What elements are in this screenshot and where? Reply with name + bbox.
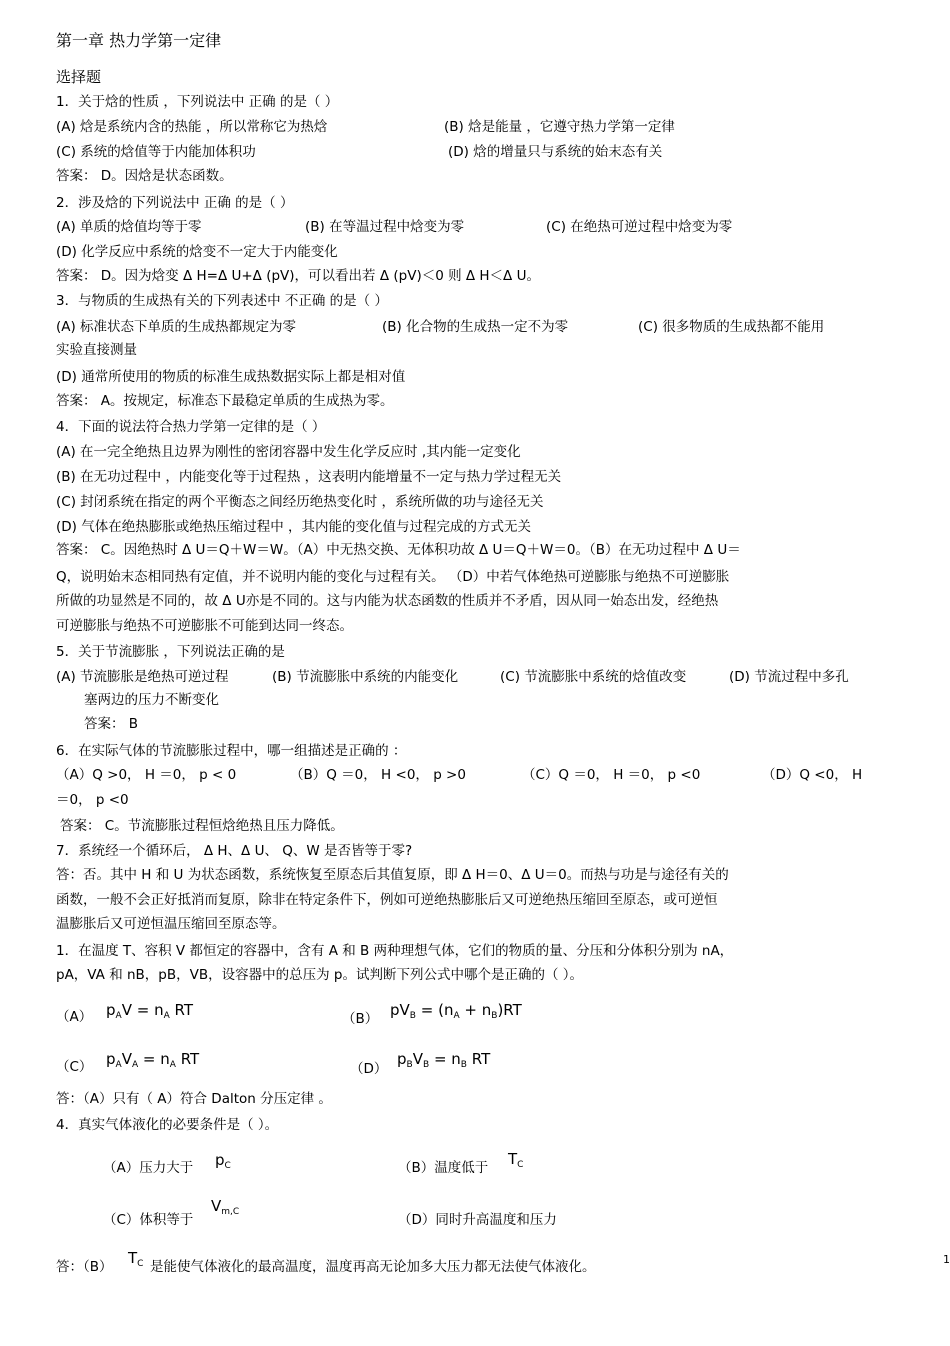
q2-option-c: (C) 在绝热可逆过程中焓变为零 bbox=[546, 219, 733, 235]
q8-question-line-1: 1．在温度 T、容积 V 都恒定的容器中，含有 A 和 B 两种理想气体，它们的物质的量、分压和分体积分别为 nA， bbox=[56, 943, 734, 959]
q1-question: 1．关于焓的性质 ，下列说法中 正确 的是（ ） bbox=[56, 94, 339, 110]
q5-option-d: (D) 节流过程中多孔 bbox=[729, 669, 849, 685]
q5-answer: 答案： B bbox=[84, 716, 139, 732]
q9-option-a: （A）压力大于 bbox=[103, 1160, 194, 1176]
q8-option-d-label: （D） bbox=[350, 1061, 388, 1077]
q8-option-c-label: （C） bbox=[56, 1059, 93, 1075]
q9-formula-tc: $T_C$ bbox=[508, 1150, 524, 1170]
q5-option-d-cont: 塞两边的压力不断变化 bbox=[84, 692, 219, 708]
q4-option-a: (A) 在一完全绝热且边界为刚性的密闭容器中发生化学反应时 ,其内能一定变化 bbox=[56, 444, 521, 460]
q3-option-c: (C) 很多物质的生成热都不能用 bbox=[638, 319, 825, 335]
q4-answer-line-3: 所做的功显然是不同的，故 Δ U亦是不同的。这与内能为状态函数的性质并不矛盾，因从同一始态出发，经绝热 bbox=[56, 593, 719, 609]
q9-answer-label: 答：（B） bbox=[56, 1259, 113, 1275]
q9-answer-formula-tc: $T_C$ bbox=[128, 1249, 144, 1269]
q7-answer-line-1: 答：否。其中 H 和 U 为状态函数，系统恢复至原态后其值复原，即 Δ H＝0、Δ U＝0。而热与功是与途径有关的 bbox=[56, 867, 729, 883]
q3-answer: 答案： A。按规定，标准态下最稳定单质的生成热为零。 bbox=[56, 393, 394, 409]
q3-question: 3．与物质的生成热有关的下列表述中 不正确 的是（ ） bbox=[56, 293, 388, 309]
q6-option-a: （A）Q >0， H ＝0， p < 0 bbox=[56, 767, 237, 783]
q5-question: 5．关于节流膨胀 ，下列说法正确的是 bbox=[56, 644, 285, 660]
q9-option-b: （B）温度低于 bbox=[398, 1160, 489, 1176]
q9-question: 4．真实气体液化的必要条件是（ ）。 bbox=[56, 1117, 279, 1133]
q6-option-d-cont: ＝0， p <0 bbox=[56, 792, 129, 808]
section-title: 选择题 bbox=[56, 68, 102, 86]
q6-option-d: （D）Q <0， H bbox=[762, 767, 863, 783]
q6-question: 6．在实际气体的节流膨胀过程中，哪一组描述是正确的 ： bbox=[56, 743, 407, 759]
page-number: 1 bbox=[943, 1253, 950, 1266]
q9-option-c: （C）体积等于 bbox=[103, 1212, 194, 1228]
q4-answer-line-1: 答案： C。因绝热时 Δ U＝Q＋W＝W。（A）中无热交换、无体积功故 Δ U＝Q＋W＝0。（B）在无功过程中 Δ U＝ bbox=[56, 542, 741, 558]
q7-answer-line-2: 函数，一般不会正好抵消而复原，除非在特定条件下，例如可逆绝热膨胀后又可逆绝热压缩回至原态，或可逆恒 bbox=[56, 892, 718, 908]
q9-formula-vmc: $V_{m,C}$ bbox=[211, 1197, 240, 1217]
q9-answer-text: 是能使气体液化的最高温度，温度再高无论加多大压力都无法使气体液化。 bbox=[150, 1259, 596, 1275]
q7-answer-line-3: 温膨胀后又可逆恒温压缩回至原态等。 bbox=[56, 916, 286, 932]
q2-option-a: (A) 单质的焓值均等于零 bbox=[56, 219, 202, 235]
q5-option-a: (A) 节流膨胀是绝热可逆过程 bbox=[56, 669, 229, 685]
q2-option-b: (B) 在等温过程中焓变为零 bbox=[305, 219, 465, 235]
q4-option-c: (C) 封闭系统在指定的两个平衡态之间经历绝热变化时 ，系统所做的功与途径无关 bbox=[56, 494, 544, 510]
q8-answer: 答：（A）只有（ A）符合 Dalton 分压定律 。 bbox=[56, 1091, 332, 1107]
q2-question: 2．涉及焓的下列说法中 正确 的是（ ） bbox=[56, 195, 294, 211]
q8-formula-d: $p_BV_B = n_B$ RT bbox=[397, 1050, 491, 1070]
q1-option-d: (D) 焓的增量只与系统的始末态有关 bbox=[448, 144, 663, 160]
q9-option-d: （D）同时升高温度和压力 bbox=[398, 1212, 557, 1228]
q3-option-b: (B) 化合物的生成热一定不为零 bbox=[382, 319, 569, 335]
q3-option-a: (A) 标准状态下单质的生成热都规定为零 bbox=[56, 319, 297, 335]
q2-answer: 答案： D。因为焓变 Δ H=Δ U+Δ (pV)，可以看出若 Δ (pV)＜0 则 Δ H＜Δ U。 bbox=[56, 268, 540, 284]
q3-option-c-cont: 实验直接测量 bbox=[56, 342, 137, 358]
q4-answer-line-4: 可逆膨胀与绝热不可逆膨胀不可能到达同一终态。 bbox=[56, 618, 353, 634]
q1-option-c: (C) 系统的焓值等于内能加体积功 bbox=[56, 144, 256, 160]
q8-formula-a: $p_AV = n_A$ RT bbox=[106, 1001, 194, 1021]
q1-option-a: (A) 焓是系统内含的热能 ，所以常称它为热焓 bbox=[56, 119, 328, 135]
chapter-title: 第一章 热力学第一定律 bbox=[56, 31, 222, 50]
q4-option-d: (D) 气体在绝热膨胀或绝热压缩过程中 ，其内能的变化值与过程完成的方式无关 bbox=[56, 519, 532, 535]
q6-answer: 答案： C。节流膨胀过程恒焓绝热且压力降低。 bbox=[60, 818, 344, 834]
q1-answer: 答案： D。因焓是状态函数。 bbox=[56, 168, 233, 184]
q2-option-d: (D) 化学反应中系统的焓变不一定大于内能变化 bbox=[56, 244, 338, 260]
q3-option-d: (D) 通常所使用的物质的标准生成热数据实际上都是相对值 bbox=[56, 369, 406, 385]
q4-question: 4．下面的说法符合热力学第一定律的是（ ） bbox=[56, 419, 326, 435]
q1-option-b: (B) 焓是能量 ，它遵守热力学第一定律 bbox=[444, 119, 675, 135]
q7-question: 7．系统经一个循环后， Δ H、Δ U、 Q、W 是否皆等于零? bbox=[56, 843, 413, 859]
q5-option-c: (C) 节流膨胀中系统的焓值改变 bbox=[500, 669, 687, 685]
q8-formula-b: $pV_B = (n_A + n_B)RT$ bbox=[390, 1001, 522, 1021]
q8-question-line-2: pA，VA 和 nB，pB，VB，设容器中的总压为 p。试判断下列公式中哪个是正确的（ ）。 bbox=[56, 967, 584, 983]
q8-option-a-label: （A） bbox=[56, 1009, 93, 1025]
q4-answer-line-2: Q，说明始末态相同热有定值，并不说明内能的变化与过程有关。 （D）中若气体绝热可逆膨胀与绝热不可逆膨胀 bbox=[56, 569, 730, 585]
q6-option-b: （B）Q ＝0， H <0， p >0 bbox=[290, 767, 466, 783]
q9-formula-pc: $p_C$ bbox=[215, 1151, 231, 1171]
q8-formula-c: $p_AV_A = n_A$ RT bbox=[106, 1050, 200, 1070]
q5-option-b: (B) 节流膨胀中系统的内能变化 bbox=[272, 669, 459, 685]
q6-option-c: （C）Q ＝0， H ＝0， p <0 bbox=[522, 767, 701, 783]
q8-option-b-label: （B） bbox=[342, 1011, 379, 1027]
q4-option-b: (B) 在无功过程中 ，内能变化等于过程热 ，这表明内能增量不一定与热力学过程无关 bbox=[56, 469, 562, 485]
